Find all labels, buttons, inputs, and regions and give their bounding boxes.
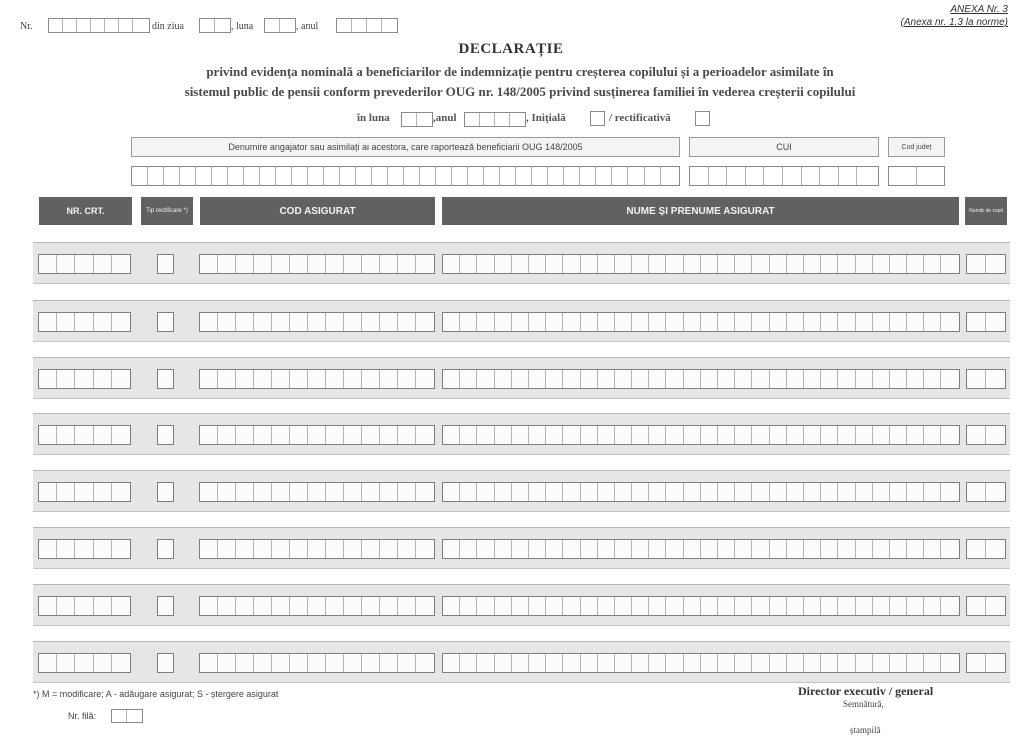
- col-numar-copii-label: Număr de copii: [969, 207, 1003, 214]
- nr-crt-cell[interactable]: [38, 369, 131, 389]
- anul-period-label: ,anul: [433, 112, 457, 124]
- tip-rectificare-cell[interactable]: [157, 653, 174, 673]
- nume-prenume-cell[interactable]: [442, 312, 960, 332]
- report-month-field[interactable]: [401, 112, 433, 127]
- numar-copii-cell[interactable]: [966, 653, 1006, 673]
- cod-asigurat-cell[interactable]: [199, 539, 435, 559]
- cod-asigurat-cell[interactable]: [199, 254, 435, 274]
- table-row: [33, 470, 1010, 512]
- tip-rectificare-cell[interactable]: [157, 482, 174, 502]
- year-field[interactable]: [336, 18, 398, 33]
- day-field[interactable]: [199, 18, 231, 33]
- stamp-label: ștampilă: [850, 725, 881, 735]
- cui-field[interactable]: [689, 166, 879, 186]
- col-numar-copii-header: [965, 197, 1007, 225]
- numar-copii-cell[interactable]: [966, 482, 1006, 502]
- rectificativa-label: / rectificativă: [609, 112, 671, 124]
- cui-label: CUI: [776, 142, 792, 152]
- tip-rectificare-cell[interactable]: [157, 369, 174, 389]
- anul-label: , anul: [296, 21, 319, 32]
- col-tip-rectificare-header: [141, 197, 193, 225]
- rectificativa-checkbox[interactable]: [695, 111, 710, 126]
- nr-crt-cell[interactable]: [38, 425, 131, 445]
- nume-prenume-cell[interactable]: [442, 653, 960, 673]
- nr-crt-cell[interactable]: [38, 653, 131, 673]
- signature-label: Semnătură,: [843, 699, 884, 709]
- nr-label: Nr.: [20, 21, 33, 32]
- tip-rectificare-cell[interactable]: [157, 539, 174, 559]
- annex-norms: (Anexa nr. 1.3 la norme): [900, 17, 1008, 28]
- col-cod-asigurat-header: [200, 197, 435, 225]
- col-cod-asigurat-label: COD ASIGURAT: [279, 205, 356, 217]
- luna-label: , luna: [231, 21, 254, 32]
- cui-header: [689, 137, 879, 157]
- nume-prenume-cell[interactable]: [442, 596, 960, 616]
- nr-crt-cell[interactable]: [38, 312, 131, 332]
- file-number-label: Nr. filă:: [68, 711, 97, 721]
- table-row: [33, 527, 1010, 569]
- tip-rectificare-cell[interactable]: [157, 312, 174, 332]
- page-subtitle: [40, 62, 1000, 102]
- annex-reference: [901, 3, 1008, 29]
- employer-name-field[interactable]: [131, 166, 680, 186]
- county-code-field[interactable]: [888, 166, 945, 186]
- table-row: [33, 242, 1010, 284]
- nume-prenume-cell[interactable]: [442, 482, 960, 502]
- nume-prenume-cell[interactable]: [442, 254, 960, 274]
- employer-name-label: Denumire angajator sau asimilați ai acestora, care raportează beneficiarii OUG 148/2005: [228, 142, 583, 152]
- page-title: DECLARAȚIE: [458, 41, 564, 57]
- in-luna-label: în luna: [357, 112, 390, 124]
- numar-copii-cell[interactable]: [966, 425, 1006, 445]
- numar-copii-cell[interactable]: [966, 312, 1006, 332]
- col-nr-crt-label: NR. CRT.: [66, 206, 105, 216]
- footnote: *) M = modificare; A - adăugare asigurat; S - ștergere asigurat: [33, 689, 279, 699]
- tip-rectificare-cell[interactable]: [157, 425, 174, 445]
- initiala-label: , Inițială: [526, 112, 566, 124]
- numar-copii-cell[interactable]: [966, 369, 1006, 389]
- col-nr-crt-header: [39, 197, 132, 225]
- cod-asigurat-cell[interactable]: [199, 425, 435, 445]
- nr-crt-cell[interactable]: [38, 539, 131, 559]
- cod-asigurat-cell[interactable]: [199, 653, 435, 673]
- cod-asigurat-cell[interactable]: [199, 312, 435, 332]
- numar-copii-cell[interactable]: [966, 539, 1006, 559]
- employer-name-header: [131, 137, 680, 157]
- table-row: [33, 584, 1010, 626]
- subtitle-line-2: sistemul public de pensii conform prevederilor OUG nr. 148/2005 privind susținerea familiei în vederea creșterii copilului: [184, 84, 856, 99]
- county-label: Cod județ: [901, 144, 932, 151]
- nr-crt-cell[interactable]: [38, 596, 131, 616]
- numar-copii-cell[interactable]: [966, 254, 1006, 274]
- month-field[interactable]: [264, 18, 296, 33]
- numar-copii-cell[interactable]: [966, 596, 1006, 616]
- tip-rectificare-cell[interactable]: [157, 254, 174, 274]
- nume-prenume-cell[interactable]: [442, 369, 960, 389]
- nr-crt-cell[interactable]: [38, 482, 131, 502]
- cod-asigurat-cell[interactable]: [199, 482, 435, 502]
- file-number-field[interactable]: [111, 709, 143, 723]
- cod-asigurat-cell[interactable]: [199, 596, 435, 616]
- county-header: [888, 137, 945, 157]
- nr-field[interactable]: [48, 18, 150, 33]
- din-ziua-label: din ziua: [152, 21, 184, 32]
- table-row: [33, 641, 1010, 683]
- tip-rectificare-cell[interactable]: [157, 596, 174, 616]
- annex-title: ANEXA Nr. 3: [950, 4, 1008, 15]
- table-row: [33, 413, 1010, 455]
- nume-prenume-cell[interactable]: [442, 425, 960, 445]
- nr-crt-cell[interactable]: [38, 254, 131, 274]
- col-nume-prenume-header: [442, 197, 959, 225]
- initiala-checkbox[interactable]: [590, 111, 605, 126]
- col-tip-rectificare-label: Tip rectificare *): [146, 208, 188, 214]
- nume-prenume-cell[interactable]: [442, 539, 960, 559]
- director-title: Director executiv / general: [798, 684, 934, 698]
- subtitle-line-1: privind evidența nominală a beneficiarilor de indemnizație pentru creșterea copilului și a perioadelor asimilate în: [206, 64, 834, 79]
- cod-asigurat-cell[interactable]: [199, 369, 435, 389]
- col-nume-prenume-label: NUME ȘI PRENUME ASIGURAT: [626, 205, 775, 217]
- report-year-field[interactable]: [464, 112, 526, 127]
- table-row: [33, 300, 1010, 342]
- table-row: [33, 357, 1010, 399]
